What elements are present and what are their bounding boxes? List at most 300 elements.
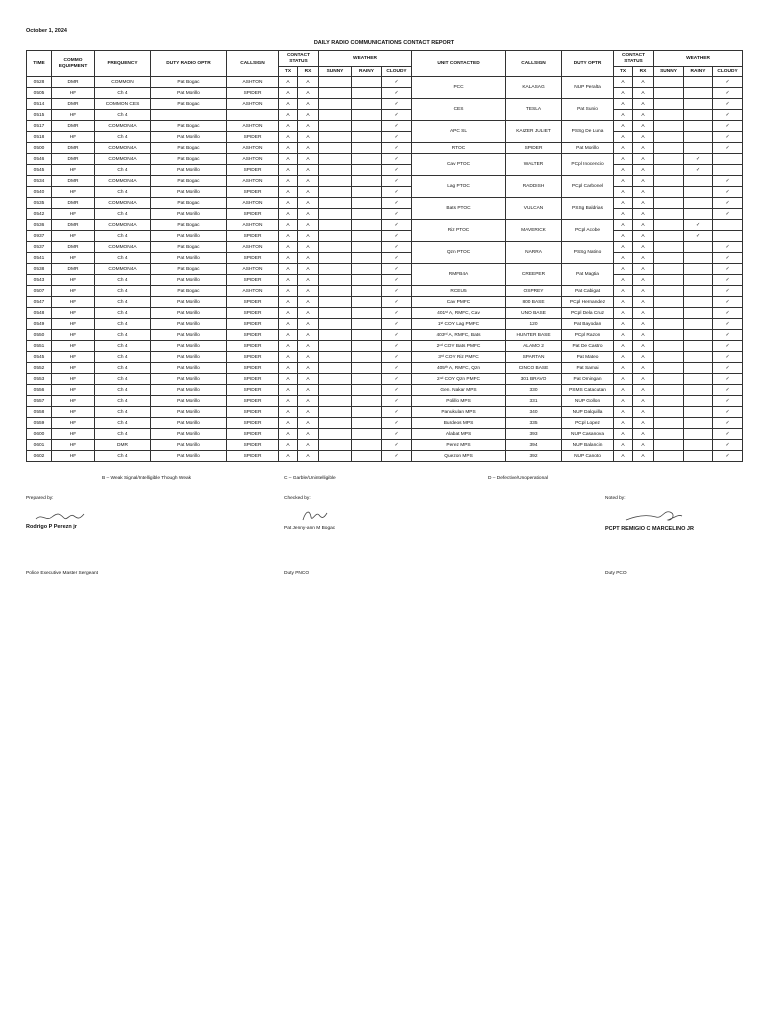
rainy-cell [352, 231, 382, 242]
tx-cell-right: A [614, 308, 633, 319]
cloudy-cell: ✓ [382, 385, 412, 396]
rainy-cell [352, 77, 382, 88]
radio-operator-cell: Pat Bogac [151, 143, 227, 154]
header-commo-equipment: COMMO EQUIPMENT [52, 51, 95, 77]
radio-operator-cell: Pat Morillo [151, 308, 227, 319]
rx-cell: A [298, 275, 319, 286]
tx-cell-right: A [614, 275, 633, 286]
duty-operator-cell: PCpl Acobe [562, 220, 614, 242]
equipment-cell: HF [52, 374, 95, 385]
cloudy-cell: ✓ [382, 418, 412, 429]
sunny-cell-right [654, 242, 684, 253]
frequency-cell: COMMON4A [95, 176, 151, 187]
contact-callsign-cell: UNO BASE [506, 308, 562, 319]
rx-cell-right: A [633, 418, 654, 429]
rainy-cell-right [684, 110, 713, 121]
header-contact-status: CONTACT STATUS [279, 51, 319, 67]
sunny-cell [319, 88, 352, 99]
sunny-cell [319, 121, 352, 132]
rainy-cell [352, 132, 382, 143]
radio-operator-cell: Pat Bogac [151, 264, 227, 275]
rx-cell-right: A [633, 231, 654, 242]
time-cell: 0518 [27, 132, 52, 143]
rainy-cell-right [684, 253, 713, 264]
table-row [27, 418, 743, 429]
equipment-cell: HF [52, 165, 95, 176]
cloudy-cell-right [713, 220, 743, 231]
rx-cell: A [298, 198, 319, 209]
equipment-cell: HF [52, 286, 95, 297]
sunny-cell-right [654, 429, 684, 440]
rainy-cell-right [684, 275, 713, 286]
equipment-cell: DMR [52, 242, 95, 253]
equipment-cell: DMR [52, 121, 95, 132]
header-duty-optr: DUTY OPTR [562, 51, 614, 77]
cloudy-cell: ✓ [382, 407, 412, 418]
unit-contacted-cell: 2ⁿᵈ COY Qzn PMFC [412, 374, 506, 385]
tx-cell-right: A [614, 363, 633, 374]
rx-cell: A [298, 319, 319, 330]
rx-cell-right: A [633, 297, 654, 308]
time-cell: 0517 [27, 121, 52, 132]
rx-cell: A [298, 341, 319, 352]
tx-cell-right: A [614, 451, 633, 462]
rainy-cell-right [684, 77, 713, 88]
rainy-cell-right [684, 440, 713, 451]
sunny-cell [319, 209, 352, 220]
frequency-cell: Ch 4 [95, 275, 151, 286]
rainy-cell [352, 363, 382, 374]
rainy-cell [352, 176, 382, 187]
tx-cell-right: A [614, 176, 633, 187]
header-weather: WEATHER [319, 51, 412, 67]
callsign-cell: ASHTON [227, 121, 279, 132]
equipment-cell: HF [52, 396, 95, 407]
callsign-cell [227, 110, 279, 121]
rainy-cell-right [684, 88, 713, 99]
table-row [27, 99, 743, 110]
table-row [27, 264, 743, 275]
duty-operator-cell: PCpl Hernandez [562, 297, 614, 308]
cloudy-cell: ✓ [382, 275, 412, 286]
unit-contacted-cell: 401ˢᵗ A, RMFC, Cav [412, 308, 506, 319]
table-row [27, 363, 743, 374]
time-cell: 0556 [27, 385, 52, 396]
cloudy-cell: ✓ [382, 99, 412, 110]
callsign-cell: SPIDER [227, 209, 279, 220]
time-cell: 0538 [27, 264, 52, 275]
prepared-by-name: Rodrigo P Perezn jr [26, 524, 77, 530]
rainy-cell-right [684, 385, 713, 396]
callsign-cell: SPIDER [227, 407, 279, 418]
contact-callsign-cell: TESLA [506, 99, 562, 121]
rx-cell: A [298, 220, 319, 231]
sunny-cell [319, 77, 352, 88]
callsign-cell: SPIDER [227, 132, 279, 143]
radio-operator-cell: Pat Bogac [151, 198, 227, 209]
table-row [27, 330, 743, 341]
radio-operator-cell: Pat Morillo [151, 341, 227, 352]
contact-callsign-cell: SPARTAN [506, 352, 562, 363]
rainy-cell [352, 374, 382, 385]
unit-contacted-cell: Panukulan MPS [412, 407, 506, 418]
unit-contacted-cell: 3ʳᵈ COY Riz PMFC [412, 352, 506, 363]
frequency-cell: DMR [95, 440, 151, 451]
tx-cell: A [279, 176, 298, 187]
unit-contacted-cell: Gen. Nakar MPS [412, 385, 506, 396]
radio-operator-cell: Pat Bogac [151, 176, 227, 187]
radio-operator-cell: Pat Morillo [151, 231, 227, 242]
contact-callsign-cell: VULCAN [506, 198, 562, 220]
cloudy-cell: ✓ [382, 396, 412, 407]
tx-cell-right: A [614, 88, 633, 99]
table-row [27, 88, 743, 99]
sunny-cell-right [654, 275, 684, 286]
checked-by-name: Pat Jenny-ann M Bogac [284, 526, 336, 531]
frequency-cell: Ch 4 [95, 385, 151, 396]
rainy-cell [352, 143, 382, 154]
cloudy-cell-right: ✓ [713, 418, 743, 429]
tx-cell: A [279, 209, 298, 220]
rx-cell-right: A [633, 429, 654, 440]
radio-operator-cell: Pat Morillo [151, 187, 227, 198]
tx-cell-right: A [614, 440, 633, 451]
cloudy-cell-right: ✓ [713, 77, 743, 88]
rainy-cell-right [684, 407, 713, 418]
tx-cell: A [279, 319, 298, 330]
rx-cell-right: A [633, 385, 654, 396]
duty-operator-cell: Pat Bayodan [562, 319, 614, 330]
equipment-cell: DMR [52, 143, 95, 154]
table-row [27, 451, 743, 462]
rainy-cell-right [684, 330, 713, 341]
rx-cell: A [298, 374, 319, 385]
rainy-cell [352, 220, 382, 231]
contact-callsign-cell: CREEPER [506, 264, 562, 286]
sunny-cell [319, 264, 352, 275]
tx-cell: A [279, 286, 298, 297]
rx-cell: A [298, 440, 319, 451]
duty-operator-cell: PSMS Catacutan [562, 385, 614, 396]
rx-cell: A [298, 209, 319, 220]
tx-cell: A [279, 275, 298, 286]
sunny-cell-right [654, 253, 684, 264]
noted-signature [624, 508, 684, 524]
cloudy-cell-right [713, 231, 743, 242]
rainy-cell [352, 451, 382, 462]
header-rx-right: RX [633, 67, 654, 77]
sunny-cell [319, 165, 352, 176]
time-cell: 0602 [27, 451, 52, 462]
table-row [27, 286, 743, 297]
cloudy-cell: ✓ [382, 319, 412, 330]
equipment-cell: DMR [52, 264, 95, 275]
rainy-cell-right [684, 418, 713, 429]
header-sunny-right: SUNNY [654, 67, 684, 77]
noted-by-title: Duty PCO [605, 571, 627, 576]
tx-cell: A [279, 88, 298, 99]
cloudy-cell-right: ✓ [713, 440, 743, 451]
cloudy-cell-right: ✓ [713, 363, 743, 374]
time-cell: 0534 [27, 176, 52, 187]
unit-contacted-cell: Riz PTOC [412, 220, 506, 242]
legend-garble: C – Garble/Unintelligible [284, 476, 336, 481]
sunny-cell-right [654, 297, 684, 308]
radio-operator-cell: Pat Morillo [151, 88, 227, 99]
tx-cell-right: A [614, 187, 633, 198]
time-cell: 0500 [27, 143, 52, 154]
sunny-cell [319, 154, 352, 165]
cloudy-cell-right: ✓ [713, 209, 743, 220]
contact-callsign-cell: 393 [506, 429, 562, 440]
table-row [27, 242, 743, 253]
contact-callsign-cell: RADDISH [506, 176, 562, 198]
sunny-cell-right [654, 88, 684, 99]
sunny-cell [319, 352, 352, 363]
tx-cell: A [279, 396, 298, 407]
callsign-cell: SPIDER [227, 165, 279, 176]
callsign-cell: ASHTON [227, 242, 279, 253]
tx-cell: A [279, 253, 298, 264]
tx-cell-right: A [614, 407, 633, 418]
rainy-cell-right [684, 242, 713, 253]
unit-contacted-cell: Lag PTOC [412, 176, 506, 198]
equipment-cell: DMR [52, 154, 95, 165]
tx-cell-right: A [614, 385, 633, 396]
frequency-cell: Ch 4 [95, 341, 151, 352]
rainy-cell [352, 330, 382, 341]
checked-by-label: Checked by: [284, 496, 311, 501]
cloudy-cell: ✓ [382, 220, 412, 231]
unit-contacted-cell: CES [412, 99, 506, 121]
rx-cell-right: A [633, 407, 654, 418]
callsign-cell: SPIDER [227, 440, 279, 451]
tx-cell: A [279, 77, 298, 88]
header-rainy-right: RAINY [684, 67, 713, 77]
sunny-cell-right [654, 110, 684, 121]
time-cell: 0514 [27, 99, 52, 110]
time-cell: 0515 [27, 110, 52, 121]
tx-cell: A [279, 451, 298, 462]
tx-cell: A [279, 143, 298, 154]
checked-signature [300, 508, 330, 524]
rainy-cell-right [684, 319, 713, 330]
frequency-cell: COMMON4A [95, 220, 151, 231]
tx-cell: A [279, 297, 298, 308]
tx-cell-right: A [614, 165, 633, 176]
cloudy-cell: ✓ [382, 110, 412, 121]
contact-callsign-cell: 800 BASE [506, 297, 562, 308]
time-cell: 0548 [27, 308, 52, 319]
rx-cell: A [298, 165, 319, 176]
frequency-cell: Ch 4 [95, 451, 151, 462]
rainy-cell [352, 352, 382, 363]
tx-cell: A [279, 154, 298, 165]
callsign-cell: SPIDER [227, 451, 279, 462]
radio-operator-cell: Pat Morillo [151, 429, 227, 440]
time-cell: 0558 [27, 407, 52, 418]
unit-contacted-cell: RCEU5 [412, 286, 506, 297]
callsign-cell: SPIDER [227, 363, 279, 374]
sunny-cell-right [654, 143, 684, 154]
rainy-cell-right [684, 396, 713, 407]
callsign-cell: SPIDER [227, 330, 279, 341]
sunny-cell [319, 385, 352, 396]
duty-operator-cell: Pat Magtia [562, 264, 614, 286]
duty-operator-cell: Pat Omingan [562, 374, 614, 385]
sunny-cell [319, 319, 352, 330]
tx-cell: A [279, 407, 298, 418]
sunny-cell-right [654, 154, 684, 165]
rx-cell-right: A [633, 154, 654, 165]
frequency-cell: Ch 4 [95, 407, 151, 418]
callsign-cell: ASHTON [227, 264, 279, 275]
table-row [27, 297, 743, 308]
header-time: TIME [27, 51, 52, 77]
radio-operator-cell: Pat Morillo [151, 297, 227, 308]
contact-callsign-cell: MAVERICK [506, 220, 562, 242]
radio-operator-cell: Pat Morillo [151, 132, 227, 143]
callsign-cell: SPIDER [227, 187, 279, 198]
equipment-cell: HF [52, 451, 95, 462]
tx-cell: A [279, 440, 298, 451]
time-cell: 0547 [27, 297, 52, 308]
rx-cell: A [298, 242, 319, 253]
equipment-cell: HF [52, 363, 95, 374]
tx-cell: A [279, 363, 298, 374]
tx-cell: A [279, 418, 298, 429]
tx-cell-right: A [614, 198, 633, 209]
time-cell: 0540 [27, 187, 52, 198]
rainy-cell-right: ✓ [684, 231, 713, 242]
sunny-cell [319, 308, 352, 319]
unit-contacted-cell: 2ⁿᵈ COY Bats PMFC [412, 341, 506, 352]
table-row [27, 77, 743, 88]
rainy-cell-right [684, 176, 713, 187]
radio-operator-cell [151, 110, 227, 121]
rainy-cell-right [684, 352, 713, 363]
sunny-cell-right [654, 363, 684, 374]
cloudy-cell-right: ✓ [713, 187, 743, 198]
rx-cell: A [298, 396, 319, 407]
rainy-cell [352, 110, 382, 121]
callsign-cell: ASHTON [227, 154, 279, 165]
unit-contacted-cell: Polillo MPS [412, 396, 506, 407]
table-row [27, 165, 743, 176]
rainy-cell [352, 319, 382, 330]
time-cell: 0553 [27, 374, 52, 385]
frequency-cell: COMMON4A [95, 143, 151, 154]
rx-cell-right: A [633, 99, 654, 110]
sunny-cell-right [654, 440, 684, 451]
time-cell: 0507 [27, 286, 52, 297]
time-cell: 0542 [27, 209, 52, 220]
prepared-signature [34, 510, 86, 524]
rx-cell: A [298, 330, 319, 341]
cloudy-cell: ✓ [382, 165, 412, 176]
tx-cell-right: A [614, 352, 633, 363]
duty-operator-cell: PCpl Carbonel [562, 176, 614, 198]
tx-cell-right: A [614, 143, 633, 154]
rainy-cell [352, 396, 382, 407]
tx-cell: A [279, 385, 298, 396]
rx-cell: A [298, 99, 319, 110]
cloudy-cell: ✓ [382, 231, 412, 242]
rx-cell: A [298, 451, 319, 462]
sunny-cell-right [654, 264, 684, 275]
rx-cell: A [298, 286, 319, 297]
radio-operator-cell: Pat Bogac [151, 77, 227, 88]
rx-cell-right: A [633, 363, 654, 374]
tx-cell: A [279, 231, 298, 242]
tx-cell: A [279, 330, 298, 341]
cloudy-cell-right: ✓ [713, 132, 743, 143]
tx-cell-right: A [614, 374, 633, 385]
tx-cell: A [279, 374, 298, 385]
callsign-cell: ASHTON [227, 176, 279, 187]
cloudy-cell: ✓ [382, 363, 412, 374]
time-cell: 0551 [27, 341, 52, 352]
tx-cell: A [279, 187, 298, 198]
cloudy-cell-right: ✓ [713, 385, 743, 396]
tx-cell-right: A [614, 297, 633, 308]
cloudy-cell-right: ✓ [713, 88, 743, 99]
equipment-cell: HF [52, 209, 95, 220]
sunny-cell [319, 110, 352, 121]
rainy-cell [352, 264, 382, 275]
cloudy-cell: ✓ [382, 121, 412, 132]
callsign-cell: SPIDER [227, 385, 279, 396]
equipment-cell: HF [52, 418, 95, 429]
table-row [27, 143, 743, 154]
cloudy-cell-right: ✓ [713, 110, 743, 121]
table-row [27, 198, 743, 209]
cloudy-cell-right: ✓ [713, 308, 743, 319]
frequency-cell: Ch 4 [95, 286, 151, 297]
rx-cell: A [298, 407, 319, 418]
header-tx: TX [279, 67, 298, 77]
frequency-cell: Ch 4 [95, 165, 151, 176]
rainy-cell-right [684, 209, 713, 220]
time-cell: 0549 [27, 319, 52, 330]
sunny-cell-right [654, 209, 684, 220]
radio-operator-cell: Pat Morillo [151, 374, 227, 385]
time-cell: 0601 [27, 440, 52, 451]
callsign-cell: SPIDER [227, 319, 279, 330]
tx-cell-right: A [614, 418, 633, 429]
rainy-cell [352, 407, 382, 418]
callsign-cell: ASHTON [227, 77, 279, 88]
frequency-cell: Ch 4 [95, 88, 151, 99]
rx-cell: A [298, 363, 319, 374]
contact-callsign-cell: 340 [506, 407, 562, 418]
equipment-cell: HF [52, 429, 95, 440]
sunny-cell [319, 396, 352, 407]
rainy-cell [352, 187, 382, 198]
time-cell: 0535 [27, 198, 52, 209]
rainy-cell [352, 286, 382, 297]
cloudy-cell-right: ✓ [713, 341, 743, 352]
table-row [27, 396, 743, 407]
rx-cell: A [298, 418, 319, 429]
frequency-cell: Ch 4 [95, 187, 151, 198]
cloudy-cell: ✓ [382, 253, 412, 264]
rainy-cell [352, 275, 382, 286]
unit-contacted-cell: APC SL [412, 121, 506, 143]
tx-cell-right: A [614, 264, 633, 275]
rx-cell: A [298, 176, 319, 187]
rainy-cell-right [684, 363, 713, 374]
